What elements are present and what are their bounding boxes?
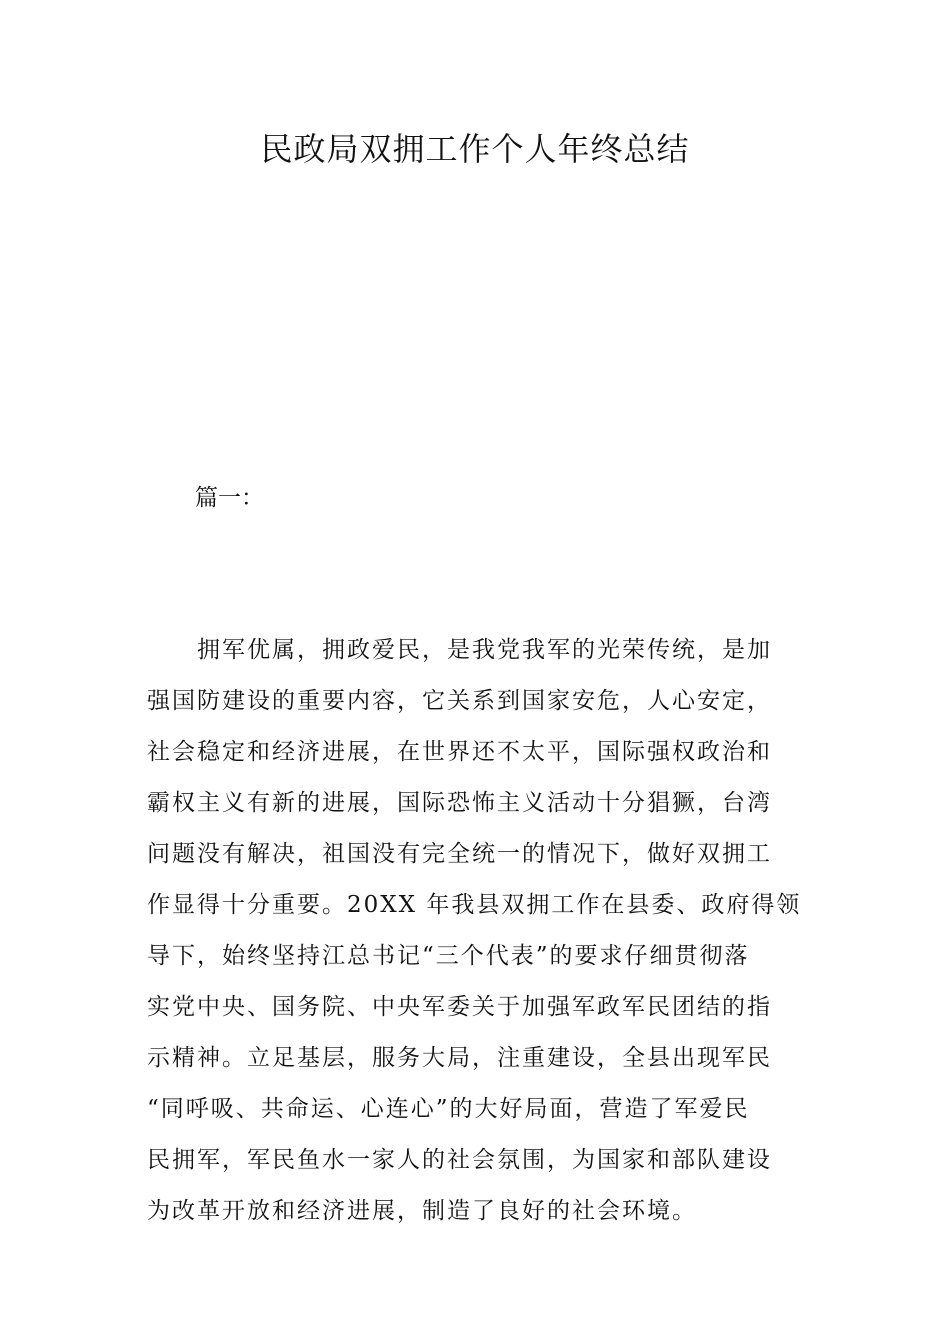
paragraph-line: 拥军优属，拥政爱民，是我党我军的光荣传统，是加: [197, 637, 772, 663]
paragraph-line: 霸权主义有新的进展，国际恐怖主义活动十分猖獗，台湾: [147, 790, 772, 816]
section-label: 篇一：: [195, 485, 264, 511]
paragraph-line: 导下，始终坚持江总书记“三个代表”的要求仔细贯彻落: [147, 943, 750, 969]
body-paragraph: [147, 625, 812, 1237]
paragraph-line: 社会稳定和经济进展，在世界还不太平，国际强权政治和: [147, 739, 772, 765]
paragraph-line: 作显得十分重要。20XX 年我县双拥工作在县委、政府得领: [147, 892, 802, 918]
paragraph-line: 民拥军，军民鱼水一家人的社会氛围，为国家和部队建设: [147, 1147, 772, 1173]
paragraph-line: 实党中央、国务院、中央军委关于加强军政军民团结的指: [147, 994, 772, 1020]
page-title: 民政局双拥工作个人年终总结: [260, 130, 690, 168]
paragraph-line: 示精神。立足基层，服务大局，注重建设，全县出现军民: [147, 1045, 772, 1071]
paragraph-line: “同呼吸、共命运、心连心”的大好局面，营造了军爱民: [147, 1096, 750, 1122]
paragraph-line: 为改革开放和经济进展，制造了良好的社会环境。: [147, 1198, 697, 1224]
paragraph-line: 强国防建设的重要内容，它关系到国家安危，人心安定，: [147, 688, 772, 714]
paragraph-line: 问题没有解决，祖国没有完全统一的情况下，做好双拥工: [147, 841, 772, 867]
